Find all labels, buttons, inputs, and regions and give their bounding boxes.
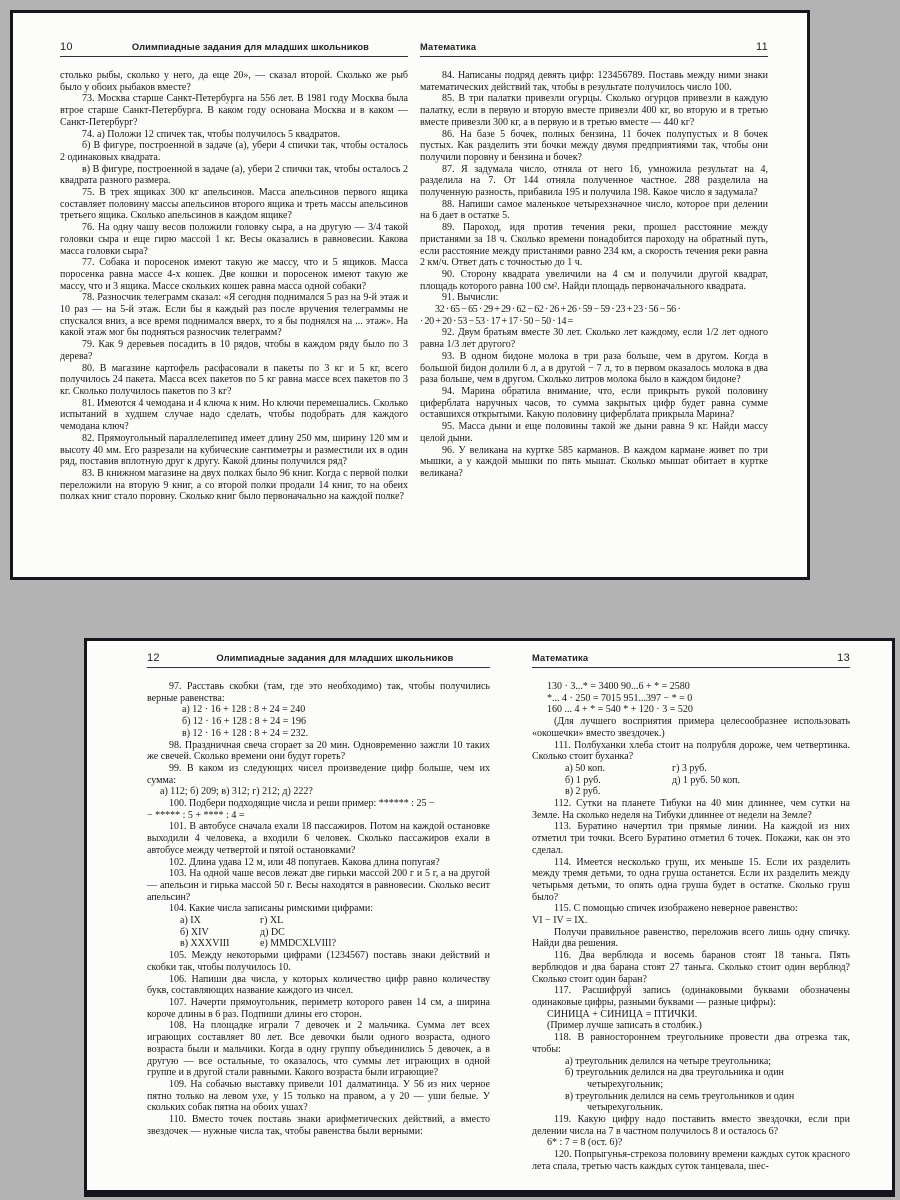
paragraph: 94. Марина обратила внимание, что, если прикрыть рукой половину циферблата наручных часов, то сумма закрытых цифр будет равна сумме оставшихся открытыми. Какую половину циферблата прикрыла Марина? [420, 385, 768, 421]
paragraph: 104. Какие числа записаны римскими цифрами: [169, 903, 373, 915]
option-cell: в) 2 руб. [565, 786, 601, 798]
paragraph: 82. Прямоугольный параллелепипед имеет длину 250 мм, ширину 120 мм и высоту 40 мм. Его разрезали на кубические сантиметры и разместили их в один ряд, поставив вплотную друг к другу. Какой длины получился ряд? [60, 432, 408, 468]
paragraph: 84. Написаны подряд девять цифр: 123456789. Поставь между ними знаки математических действий так, чтобы в результате получилось число 100. [420, 70, 768, 93]
paragraph: 114. Имеется несколько груш, их меньше 15. Если их разделить между тремя детьми, то одна груша останется. Если их разделить между четырьмя детьми, то опять одна груша будет в остатке. Сколько груш было? [532, 856, 850, 903]
book-spread-top [10, 10, 810, 580]
paragraph: 102. Длина удава 12 м, или 48 попугаев. Какова длина попугая? [169, 856, 440, 868]
paragraph: 101. В автобусе сначала ехали 18 пассажиров. Потом на каждой остановке выходили 4 человека, а входили 6 человек. Сколько пассажиров ехали в автобусе между четвертой и пятой остановками? [147, 821, 490, 856]
paragraph: 100. Подбери подходящие числа и реши пример: ****** : 25 − [169, 798, 435, 810]
page-body [147, 681, 490, 1137]
paragraph: 109. На собачью выставку привели 101 далматинца. У 56 из них черное пятно только на левом ухе, у 15 только на правом, а у 20 — уши белые. У скольких собак пятна на обоих ушах? [147, 1078, 490, 1114]
paragraph: · 20 + 20 · 53 − 53 · 17 + 17 · 50 − 50 · 14 = [420, 315, 573, 327]
option-cell: г) XL [260, 915, 284, 927]
page-header [532, 652, 850, 664]
paragraph: 89. Пароход, идя против течения реки, прошел расстояние между пристанями за 18 ч. Сколько времени понадобится пароходу на обратный путь, если расстояние между пристанями равно 234 км, а скорость течения реки равна 2 км/ч. Ответ дать с точностью до 1 ч. [420, 222, 768, 269]
paragraph: 76. На одну чашу весов положили головку сыра, а на другую — 3/4 такой головки сыра и еще гирю массой 1 кг. Весы оказались в равновесии. Какова масса головки сыра? [60, 222, 408, 257]
paragraph: *... 4 · 250 = 7015 951...397 − * = 0 [547, 692, 693, 704]
paragraph: 91. Вычисли: [442, 292, 499, 304]
paragraph: 93. В одном бидоне молока в три раза больше, чем в другом. Когда в большой бидон долили 6 л, а в другой − 7 л, то в первом оказалось молока в два раза больше, чем в другом. Сколько литров молока было в каждом бидоне? [420, 350, 768, 386]
paragraph: 90. Сторону квадрата увеличили на 4 см и получили другой квадрат, площадь которого равна 100 см². Найди площадь первоначального квадрата. [420, 268, 768, 292]
paragraph: 75. В трех ящиках 300 кг апельсинов. Масса апельсинов первого ящика составляет половину массы апельсинов второго ящика и треть массы апельсинов третьего ящика. Сколько апельсинов в каждом ящике? [60, 187, 408, 222]
paragraph: в) треугольник делился на семь треугольников и один четырехугольник. [565, 1090, 795, 1114]
paragraph: 99. В каком из следующих чисел произведение цифр больше, чем их сумма: [147, 762, 490, 786]
paragraph: 74. а) Положи 12 спичек так, чтобы получилось 5 квадратов. [82, 128, 341, 140]
paragraph: 111. Полбуханки хлеба стоит на полрубля дороже, чем четвертинка. Сколько стоит буханка? [532, 739, 850, 763]
page-number: 13 [837, 652, 850, 664]
paragraph: а) 112; б) 209; в) 312; г) 212; д) 222? [160, 786, 313, 798]
paragraph: а) треугольник делился на четыре треугольника; [565, 1055, 772, 1067]
book-page-11 [420, 41, 768, 480]
paragraph: 115. С помощью спичек изображено неверное равенство: [554, 903, 798, 915]
paragraph: 116. Два верблюда и восемь баранов стоят 18 таньга. Пять верблюдов и два барана стоят 27 таньга. Сколько стоит один верблюд? Сколько стоит один баран? [532, 950, 850, 985]
page-header [420, 41, 768, 53]
paragraph: 73. Москва старше Санкт-Петербурга на 556 лет. В 1981 году Москва была втрое старше Санкт-Петербурга. В каком году основана Москва и в каком — Санкт-Петербург? [60, 93, 408, 128]
paragraph: СИНИЦА + СИНИЦА = ПТИЧКИ. [547, 1008, 698, 1020]
paragraph: 105. Между некоторыми цифрами (1234567) поставь знаки действий и скобки так, чтобы получилось 10. [147, 950, 490, 973]
paragraph: 78. Разносчик телеграмм сказал: «Я сегодня поднимался 5 раз на 9-й этаж и 10 раз — на 5-й этаж. Если бы я каждый раз после вручения телеграммы не спускался вниз, а все время поднимался вверх, то я бы поднялся на ... этаж». На какой этаж мог бы подняться разносчик телеграмм? [60, 292, 408, 339]
paragraph: 113. Буратино начертил три прямые линии. На каждой из них отметил три точки. Всего Буратино отметил 6 точек. Покажи, как он это сделал. [532, 821, 850, 856]
paragraph: 98. Праздничная свеча сгорает за 20 мин. Одновременно зажгли 10 таких же свечей. Сколько времени они будут гореть? [147, 739, 490, 763]
running-title: Олимпиадные задания для младших школьников [216, 653, 454, 663]
paragraph: а) 12 · 16 + 128 : 8 + 24 = 240 [182, 704, 306, 716]
paragraph: 80. В магазине картофель расфасовали в пакеты по 3 кг и 5 кг, всего получилось 24 пакета. Масса всех пакетов по 5 кг равна массе всех пакетов по 3 кг. Сколько получилось пакетов по 3 кг? [60, 362, 408, 397]
page-header [60, 41, 408, 53]
paragraph: 92. Двум братьям вместе 30 лет. Сколько лет каждому, если 1/2 лет одного равна 1/3 лет другого? [420, 327, 768, 351]
option-cell: а) 50 коп. [565, 762, 605, 774]
option-cell: б) XIV [180, 926, 209, 938]
page-number: 11 [755, 41, 768, 53]
paragraph: 81. Имеются 4 чемодана и 4 ключа к ним. Но ключи перемешались. Сколько испытаний в худшем случае надо сделать, чтобы подобрать для каждого чемодана ключ? [60, 397, 408, 433]
option-cell: д) 1 руб. 50 коп. [672, 774, 740, 786]
page-body [420, 70, 768, 480]
option-row [180, 915, 490, 927]
paragraph: − ***** : 5 + **** : 4 = [147, 809, 245, 821]
paragraph: 6* : 7 = 8 (ост. 6)? [547, 1137, 623, 1149]
paragraph: б) В фигуре, построенной в задаче (а), убери 4 спички так, чтобы осталось 2 одинаковых квадрата. [60, 140, 408, 163]
paragraph: в) 12 · 16 + 128 : 8 + 24 = 232. [182, 727, 309, 739]
option-cell: а) IX [180, 915, 201, 927]
running-title: Математика [420, 42, 477, 52]
header-rule [60, 56, 408, 57]
paragraph: 79. Как 9 деревьев посадить в 10 рядов, чтобы в каждом ряду было по 3 дерева? [60, 339, 408, 362]
book-spread-bottom [84, 638, 895, 1197]
paragraph: 130 · 3...* = 3400 90...6 + * = 2580 [547, 681, 690, 692]
page-number: 12 [147, 652, 160, 664]
paragraph: столько рыбы, сколько у него, да еще 20», — сказал второй. Сколько же рыб было у обоих рыбаков вместе? [60, 70, 408, 93]
option-cell: е) MMDCXLVIII? [260, 938, 337, 950]
book-page-10 [60, 41, 408, 503]
option-cell: в) XXXVIII [180, 938, 230, 950]
paragraph: 88. Напиши самое маленькое четырехзначное число, которое при делении на 6 дает в остатке 5. [420, 198, 768, 222]
paragraph: 97. Расставь скобки (там, где это необходимо) так, чтобы получились верные равенства: [147, 681, 490, 704]
paragraph: 120. Попрыгунья-стрекоза половину времени каждых суток красного лета спала, третью часть каждых суток танцевала, шес- [532, 1149, 850, 1172]
option-cell: б) 1 руб. [565, 774, 601, 786]
paragraph: (Пример лучше записать в столбик.) [547, 1020, 702, 1032]
paragraph: 96. У великана на куртке 585 карманов. В каждом кармане живет по три мышки, а у каждой мышки по пять мышат. Сколько мышат обитает в куртке великана? [420, 444, 768, 479]
paragraph: 77. Собака и поросенок имеют такую же массу, что и 5 ящиков. Масса поросенка равна массе 4-х кошек. Две кошки и поросенок имеют такую же массу, что и 3 ящика. Массе скольких кошек равна масса одной собаки? [60, 257, 408, 292]
option-row [180, 927, 490, 939]
paragraph: 112. Сутки на планете Тибуки на 40 мин длиннее, чем сутки на Земле. На сколько неделя на Тибуки длиннее от недели на Земле? [532, 798, 850, 821]
page-header [147, 652, 490, 664]
paragraph: 86. На базе 5 бочек, полных бензина, 11 бочек полупустых и 8 бочек пустых. Как разделить эти бочки между двумя предприятиями так, чтобы они получили поровну и бензина и бочек? [420, 128, 768, 163]
paragraph: 32 · 65 − 65 · 29 + 29 · 62 − 62 · 26 + 26 · 59 − 59 · 23 + 23 · 56 − 56 · [435, 304, 681, 316]
running-title: Математика [532, 653, 589, 663]
paragraph: Получи правильное равенство, переложив всего лишь одну спичку. Найди два решения. [532, 926, 850, 950]
paragraph: 160 ... 4 + * = 540 * + 120 · 3 = 520 [547, 704, 693, 716]
paragraph: 106. Напиши два числа, у которых количество цифр равно количеству букв, составляющих название каждого из чисел. [147, 973, 490, 997]
option-cell: д) DC [260, 926, 285, 938]
paragraph: 85. В три палатки привезли огурцы. Сколько огурцов привезли в каждую палатку, если в первую и вторую вместе привезли 400 кг, во вторую и в третью вместе привезли 300 кг, а в первую и в третью вместе — 440 кг? [420, 93, 768, 128]
header-rule [532, 667, 850, 668]
paragraph: VI − IV = IX. [532, 915, 588, 927]
paragraph: 118. В равностороннем треугольнике провести два отрезка так, чтобы: [532, 1032, 850, 1055]
paragraph: (Для лучшего восприятия примера целесообразнее использовать «окошечки» вместо звездочек.) [532, 716, 850, 739]
option-row [565, 786, 850, 798]
paragraph: 108. На площадке играли 7 девочек и 2 мальчика. Сумма лет всех играющих составляет 80 лет. Все девочки были одного возраста, одного возраста были и мальчики. Когда в одну группу объединились 5 девочек, а в другую — все остальные, то оказалось, что суммы лет играющих в одной группе и в другой стали равными. Какого возраста были играющие? [147, 1020, 490, 1079]
option-row [180, 938, 490, 950]
option-cell: г) 3 руб. [672, 762, 707, 774]
paragraph: 103. На одной чаше весов лежат две гирьки массой 200 г и 5 г, а на другой — апельсин и гирька массой 50 г. Весы находятся в равновесии. Сколько весит апельсин? [147, 868, 490, 903]
paragraph: в) В фигуре, построенной в задаче (а), убери 2 спички так, чтобы осталось 2 квадрата разного размера. [60, 163, 408, 187]
option-row [565, 763, 850, 775]
paragraph: 107. Начерти прямоугольник, периметр которого равен 14 см, а ширина короче длины в 6 раз. Подпиши длины его сторон. [147, 996, 490, 1020]
option-row [565, 775, 850, 787]
paragraph: б) 12 · 16 + 128 : 8 + 24 = 196 [182, 716, 306, 728]
book-page-13 [532, 652, 850, 1173]
paragraph: 117. Расшифруй запись (одинаковыми буквами обозначены одинаковые цифры, разными буквами — разные цифры): [532, 985, 850, 1008]
paragraph: б) треугольник делился на два треугольника и один четырехугольник; [565, 1067, 784, 1090]
paragraph: 95. Масса дыни и еще половины такой же дыни равна 9 кг. Найди массу целой дыни. [420, 421, 768, 444]
page-number: 10 [60, 41, 73, 53]
header-rule [147, 667, 490, 668]
page-body [60, 70, 408, 503]
paragraph: 83. В книжном магазине на двух полках было 96 книг. Когда с первой полки переложили на вторую 9 книг, а со второй полки продали 14 книг, то на обеих полках книг стало поровну. Сколько книг было первоначально на каждой полке? [60, 467, 408, 503]
paragraph: 87. Я задумала число, отняла от него 16, умножила результат на 4, разделила на 7. От 144 отняла полученное частное. 288 разделила на полученную разность, прибавила 195 и получила 198. Какое число я задумала? [420, 163, 768, 199]
paragraph: 110. Вместо точек поставь знаки арифметических действий, а вместо звездочек — нужные числа так, чтобы равенства были верными: [147, 1114, 490, 1137]
paragraph: 119. Какую цифру надо поставить вместо звездочки, если при делении числа на 7 в частном получилось 8 и осталось 6? [532, 1114, 850, 1137]
running-title: Олимпиадные задания для младших школьников [131, 42, 370, 52]
book-page-12 [147, 652, 490, 1137]
page-body [532, 681, 850, 1173]
header-rule [420, 56, 768, 57]
